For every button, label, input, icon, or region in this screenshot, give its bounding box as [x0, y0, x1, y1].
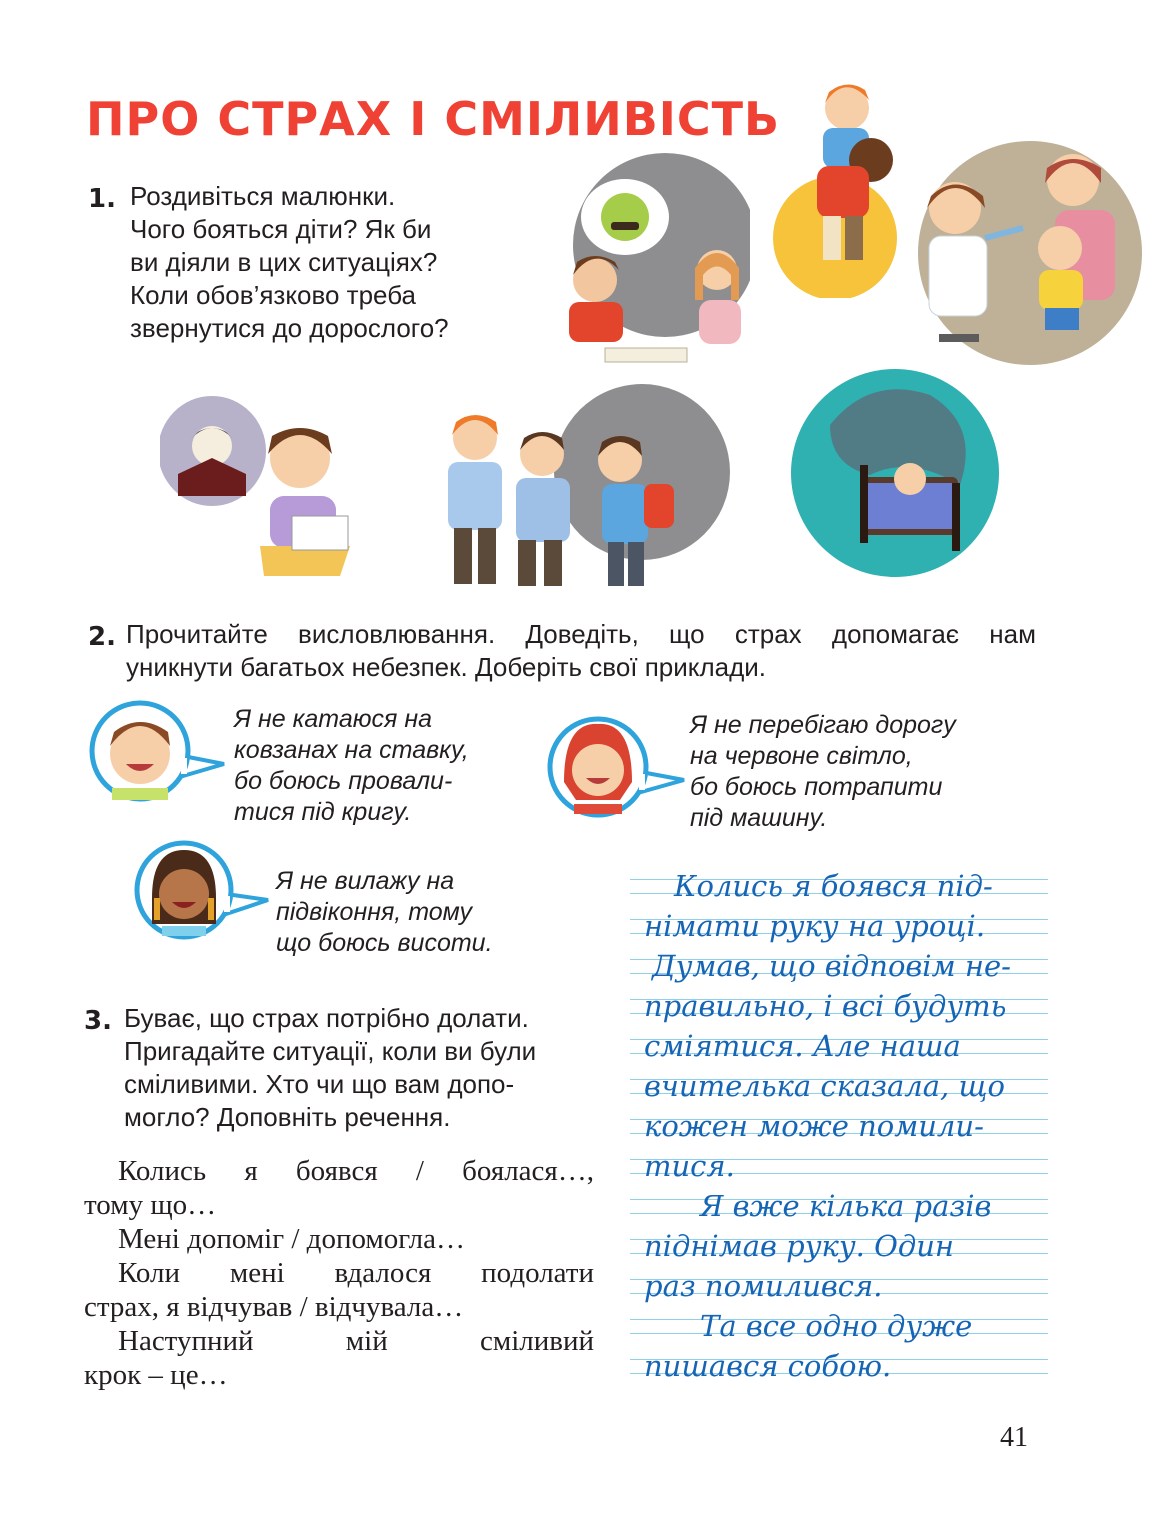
quote-line: бо боюсь провали- — [234, 767, 453, 795]
handwriting-line: Та все одно дуже — [700, 1309, 973, 1343]
handwriting-line: Колись я боявся під- — [674, 869, 993, 903]
quote-girl-red — [690, 710, 1020, 834]
illustration-pushing-kids — [765, 68, 905, 298]
quote-line: на червоне світло, — [690, 742, 913, 770]
task-1-line: Чого бояться діти? Як би — [130, 214, 432, 244]
task-1-text — [130, 180, 530, 345]
quote-line: бо боюсь потрапити — [690, 773, 943, 801]
handwriting-line: пишався собою. — [644, 1349, 892, 1383]
task-2-text — [126, 618, 1036, 684]
quote-line: підвіконня, тому — [276, 898, 473, 926]
sentence-line: страх, я відчував / відчувала… — [84, 1291, 464, 1323]
handwriting-line: Я вже кілька разів — [700, 1189, 992, 1223]
task-1-line: звернутися до дорослого? — [130, 313, 449, 343]
handwriting-line: сміятися. Але наша — [644, 1029, 961, 1063]
illustration-doctor-injection — [905, 138, 1155, 368]
sentence-line: Мені допоміг / допомогла… — [118, 1223, 466, 1255]
handwriting-line: кожен може помили- — [644, 1109, 984, 1143]
illustration-monster-fear — [555, 150, 750, 370]
quote-line: Я не вилажу на — [276, 867, 455, 895]
quote-boy — [234, 704, 524, 828]
avatar-boy — [88, 696, 226, 806]
illustration-laughing-kids — [430, 380, 740, 592]
sentence-line: Колись я боявся / боялася…, — [118, 1155, 594, 1187]
handwriting-line: вчителька сказала, що — [644, 1069, 1005, 1103]
sentence-line: тому що… — [84, 1189, 217, 1221]
handwriting-line: піднімав руку. Один — [644, 1229, 955, 1263]
task-3-text — [124, 1002, 604, 1134]
quote-line: Я не катаюся на — [234, 705, 433, 733]
task-3-line: могло? Доповніть речення. — [124, 1102, 451, 1132]
task-1-number: 1. — [88, 184, 116, 214]
avatar-girl-braids — [132, 838, 272, 944]
handwriting-line: тися. — [644, 1149, 735, 1183]
task-3-line: сміливими. Хто чи що вам допо- — [124, 1069, 515, 1099]
handwriting-line: раз помилився. — [644, 1269, 883, 1303]
page-number: 41 — [1000, 1422, 1028, 1453]
sentence-line: Коли мені вдалося подолати — [118, 1257, 594, 1289]
task-3-number: 3. — [84, 1006, 112, 1036]
sentence-starters — [84, 1154, 594, 1392]
task-2-line: Прочитайте висловлювання. Доведіть, що страх допомагає нам — [126, 619, 1036, 649]
task-1-line: Роздивіться малюнки. — [130, 181, 396, 211]
quote-girl-braids — [276, 866, 566, 959]
task-1-line: ви діяли в цих ситуаціях? — [130, 247, 438, 277]
quote-line: під машину. — [690, 804, 828, 832]
handwriting-line: німати руку на уроці. — [644, 909, 986, 943]
handwriting-ruled-area — [630, 866, 1048, 1386]
illustration-vampire-fear — [160, 396, 360, 586]
illustration-night-fear — [790, 365, 1000, 583]
sentence-line: крок – це… — [84, 1359, 228, 1391]
page-title: ПРО СТРАХ І СМІЛИВІСТЬ — [86, 92, 781, 146]
task-2-number: 2. — [88, 622, 116, 652]
handwriting-line: Думав, що відповім не- — [652, 949, 1011, 983]
handwriting-line: правильно, і всі будуть — [644, 989, 1007, 1023]
avatar-girl-red — [546, 712, 686, 822]
quote-line: тися під кригу. — [234, 798, 412, 826]
task-3-line: Буває, що страх потрібно долати. — [124, 1003, 529, 1033]
sentence-line: Наступний мій сміливий — [118, 1325, 594, 1357]
quote-line: що боюсь висоти. — [276, 929, 493, 957]
task-1-line: Коли обов’язково треба — [130, 280, 416, 310]
quote-line: Я не перебігаю дорогу — [690, 711, 956, 739]
task-3-line: Пригадайте ситуації, коли ви були — [124, 1036, 537, 1066]
task-2-line: уникнути багатьох небезпек. Доберіть свої приклади. — [126, 652, 767, 682]
quote-line: ковзанах на ставку, — [234, 736, 469, 764]
